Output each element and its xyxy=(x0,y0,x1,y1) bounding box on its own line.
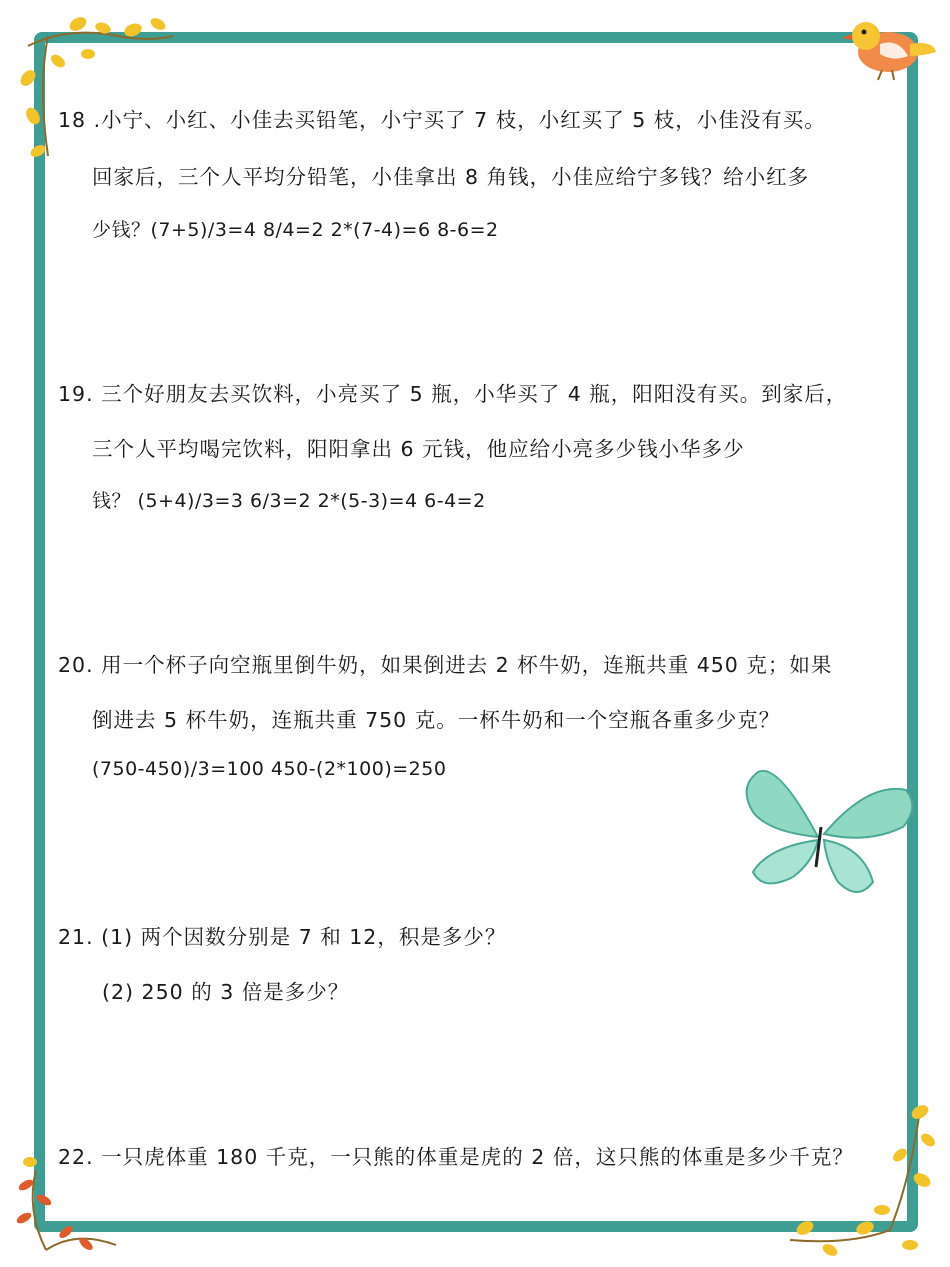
problem-20-line-2: 倒进去 5 杯牛奶，连瓶共重 750 克。一杯牛奶和一个空瓶各重多少克？ xyxy=(92,708,781,732)
problem-19-line-1: 19. 三个好朋友去买饮料，小亮买了 5 瓶，小华买了 4 瓶，阳阳没有买。到家后， xyxy=(58,382,848,406)
vine-decoration-icon xyxy=(8,6,188,176)
problem-19-line-3: 钱？ (5+4)/3=3 6/3=2 2*(5-3)=4 6-4=2 xyxy=(92,490,486,512)
problem-22-line-1: 22. 一只虎体重 180 千克，一只熊的体重是虎的 2 倍，这只熊的体重是多少千克？ xyxy=(58,1145,854,1169)
bird-icon xyxy=(838,12,938,84)
problem-20-line-1: 20. 用一个杯子向空瓶里倒牛奶，如果倒进去 2 杯牛奶，连瓶共重 450 克；如果 xyxy=(58,653,833,677)
problem-18-line-2: 回家后，三个人平均分铅笔，小佳拿出 8 角钱，小佳应给宁多钱？给小红多 xyxy=(92,165,810,189)
problem-19-line-2: 三个人平均喝完饮料，阳阳拿出 6 元钱，他应给小亮多少钱小华多少 xyxy=(92,437,745,461)
page-border-frame xyxy=(34,32,918,1232)
problem-21-line-2: (2) 250 的 3 倍是多少？ xyxy=(102,980,350,1004)
problem-18-line-1: 18 .小宁、小红、小佳去买铅笔，小宁买了 7 枝，小红买了 5 枝，小佳没有买。 xyxy=(58,108,826,132)
problem-20-line-3: (750-450)/3=100 450-(2*100)=250 xyxy=(92,758,447,780)
vine-decoration-icon xyxy=(770,1100,946,1260)
problem-18-line-3: 少钱？(7+5)/3=4 8/4=2 2*(7-4)=6 8-6=2 xyxy=(92,219,499,241)
problem-21-line-1: 21. (1) 两个因数分别是 7 和 12，积是多少？ xyxy=(58,925,507,949)
